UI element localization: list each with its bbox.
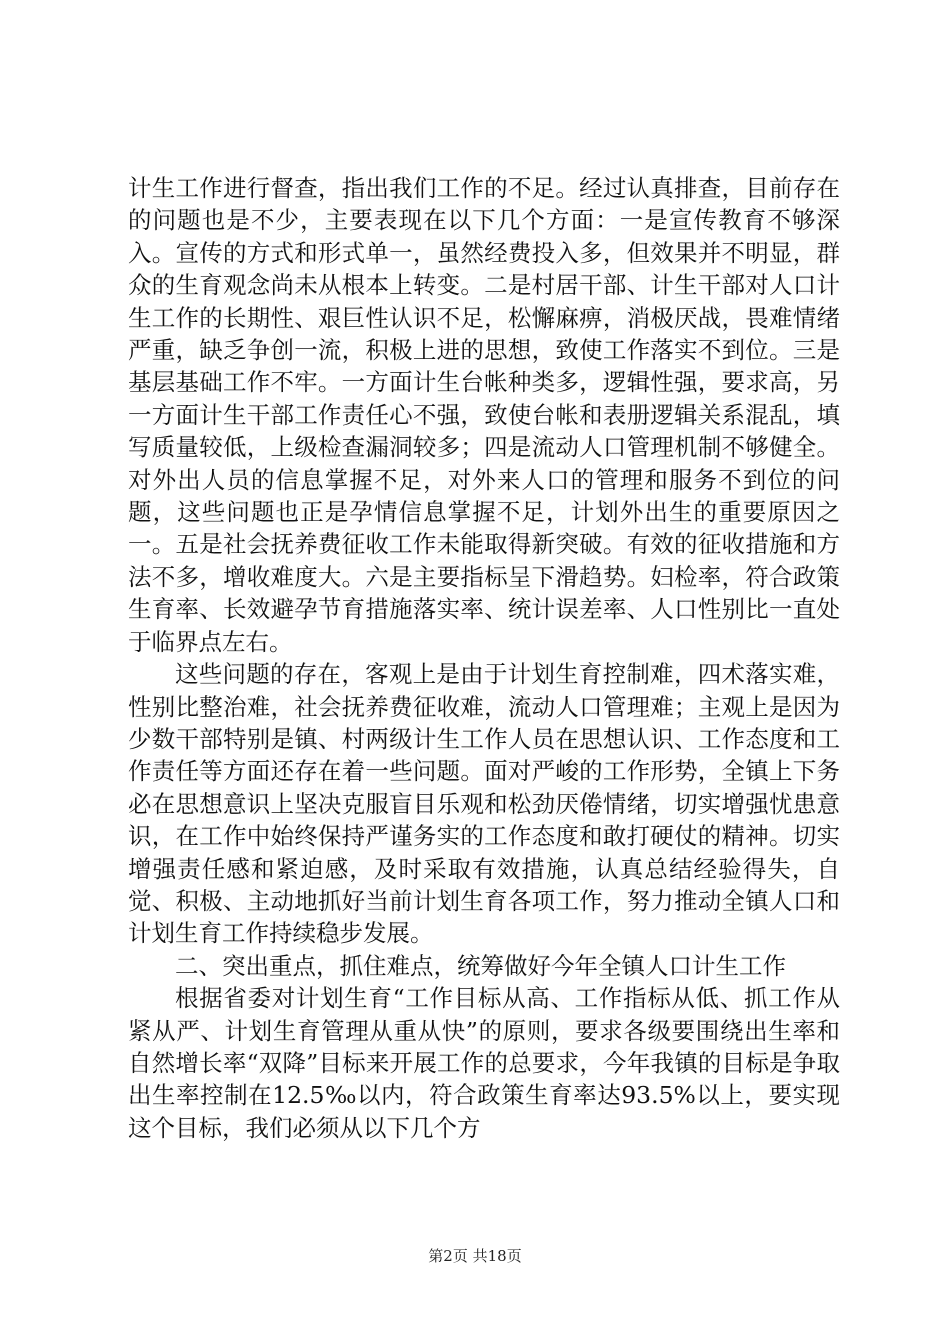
- paragraph-problems: 计生工作进行督查，指出我们工作的不足。经过认真排查，目前存在的问题也是不少，主要表现在以下几个方面：一是宣传教育不够深入。宣传的方式和形式单一，虽然经费投入多，但效果并不明显，群众的生育观念尚未从根本上转变。二是村居干部、计生干部对人口计生工作的长期性、艰巨性认识不足，松懈麻痹，消极厌战，畏难情绪严重，缺乏争创一流，积极上进的思想，致使工作落实不到位。三是基层基础工作不牢。一方面计生台帐种类多，逻辑性强，要求高，另一方面计生干部工作责任心不强，致使台帐和表册逻辑关系混乱，填写质量较低，上级检查漏洞较多；四是流动人口管理机制不够健全。对外出人员的信息掌握不足，对外来人口的管理和服务不到位的问题，这些问题也正是孕情信息掌握不足，计划外出生的重要原因之一。五是社会抚养费征收工作未能取得新突破。有效的征收措施和方法不多，增收难度大。六是主要指标呈下滑趋势。妇检率，符合政策生育率、长效避孕节育措施落实率、统计误差率、人口性别比一直处于临界点左右。: [128, 174, 840, 656]
- document-body: [128, 172, 840, 1144]
- paragraph-targets: 根据省委对计划生育“工作目标从高、工作指标从低、抓工作从紧从严、计划生育管理从重从快”的原则，要求各级要围绕出生率和自然增长率“双降”目标来开展工作的总要求，今年我镇的目标是争取出生率控制在12.5‰以内，符合政策生育率达93.5%以上，要实现这个目标，我们必须从以下几个方: [128, 984, 840, 1142]
- page-footer: 第2页 共18页: [428, 1247, 522, 1265]
- paragraph-causes: 这些问题的存在，客观上是由于计划生育控制难，四术落实难，性别比整治难，社会抚养费征收难，流动人口管理难；主观上是因为少数干部特别是镇、村两级计生工作人员在思想认识、工作态度和工作责任等方面还存在着一些问题。面对严峻的工作形势，全镇上下务必在思想意识上坚决克服盲目乐观和松劲厌倦情绪，切实增强忧患意识，在工作中始终保持严谨务实的工作态度和敢打硬仗的精神。切实增强责任感和紧迫感，及时采取有效措施，认真总结经验得失，自觉、积极、主动地抓好当前计划生育各项工作，努力推动全镇人口和计划生育工作持续稳步发展。: [128, 660, 840, 948]
- section-heading-two: 二、突出重点，抓住难点，统筹做好今年全镇人口计生工作: [175, 951, 786, 980]
